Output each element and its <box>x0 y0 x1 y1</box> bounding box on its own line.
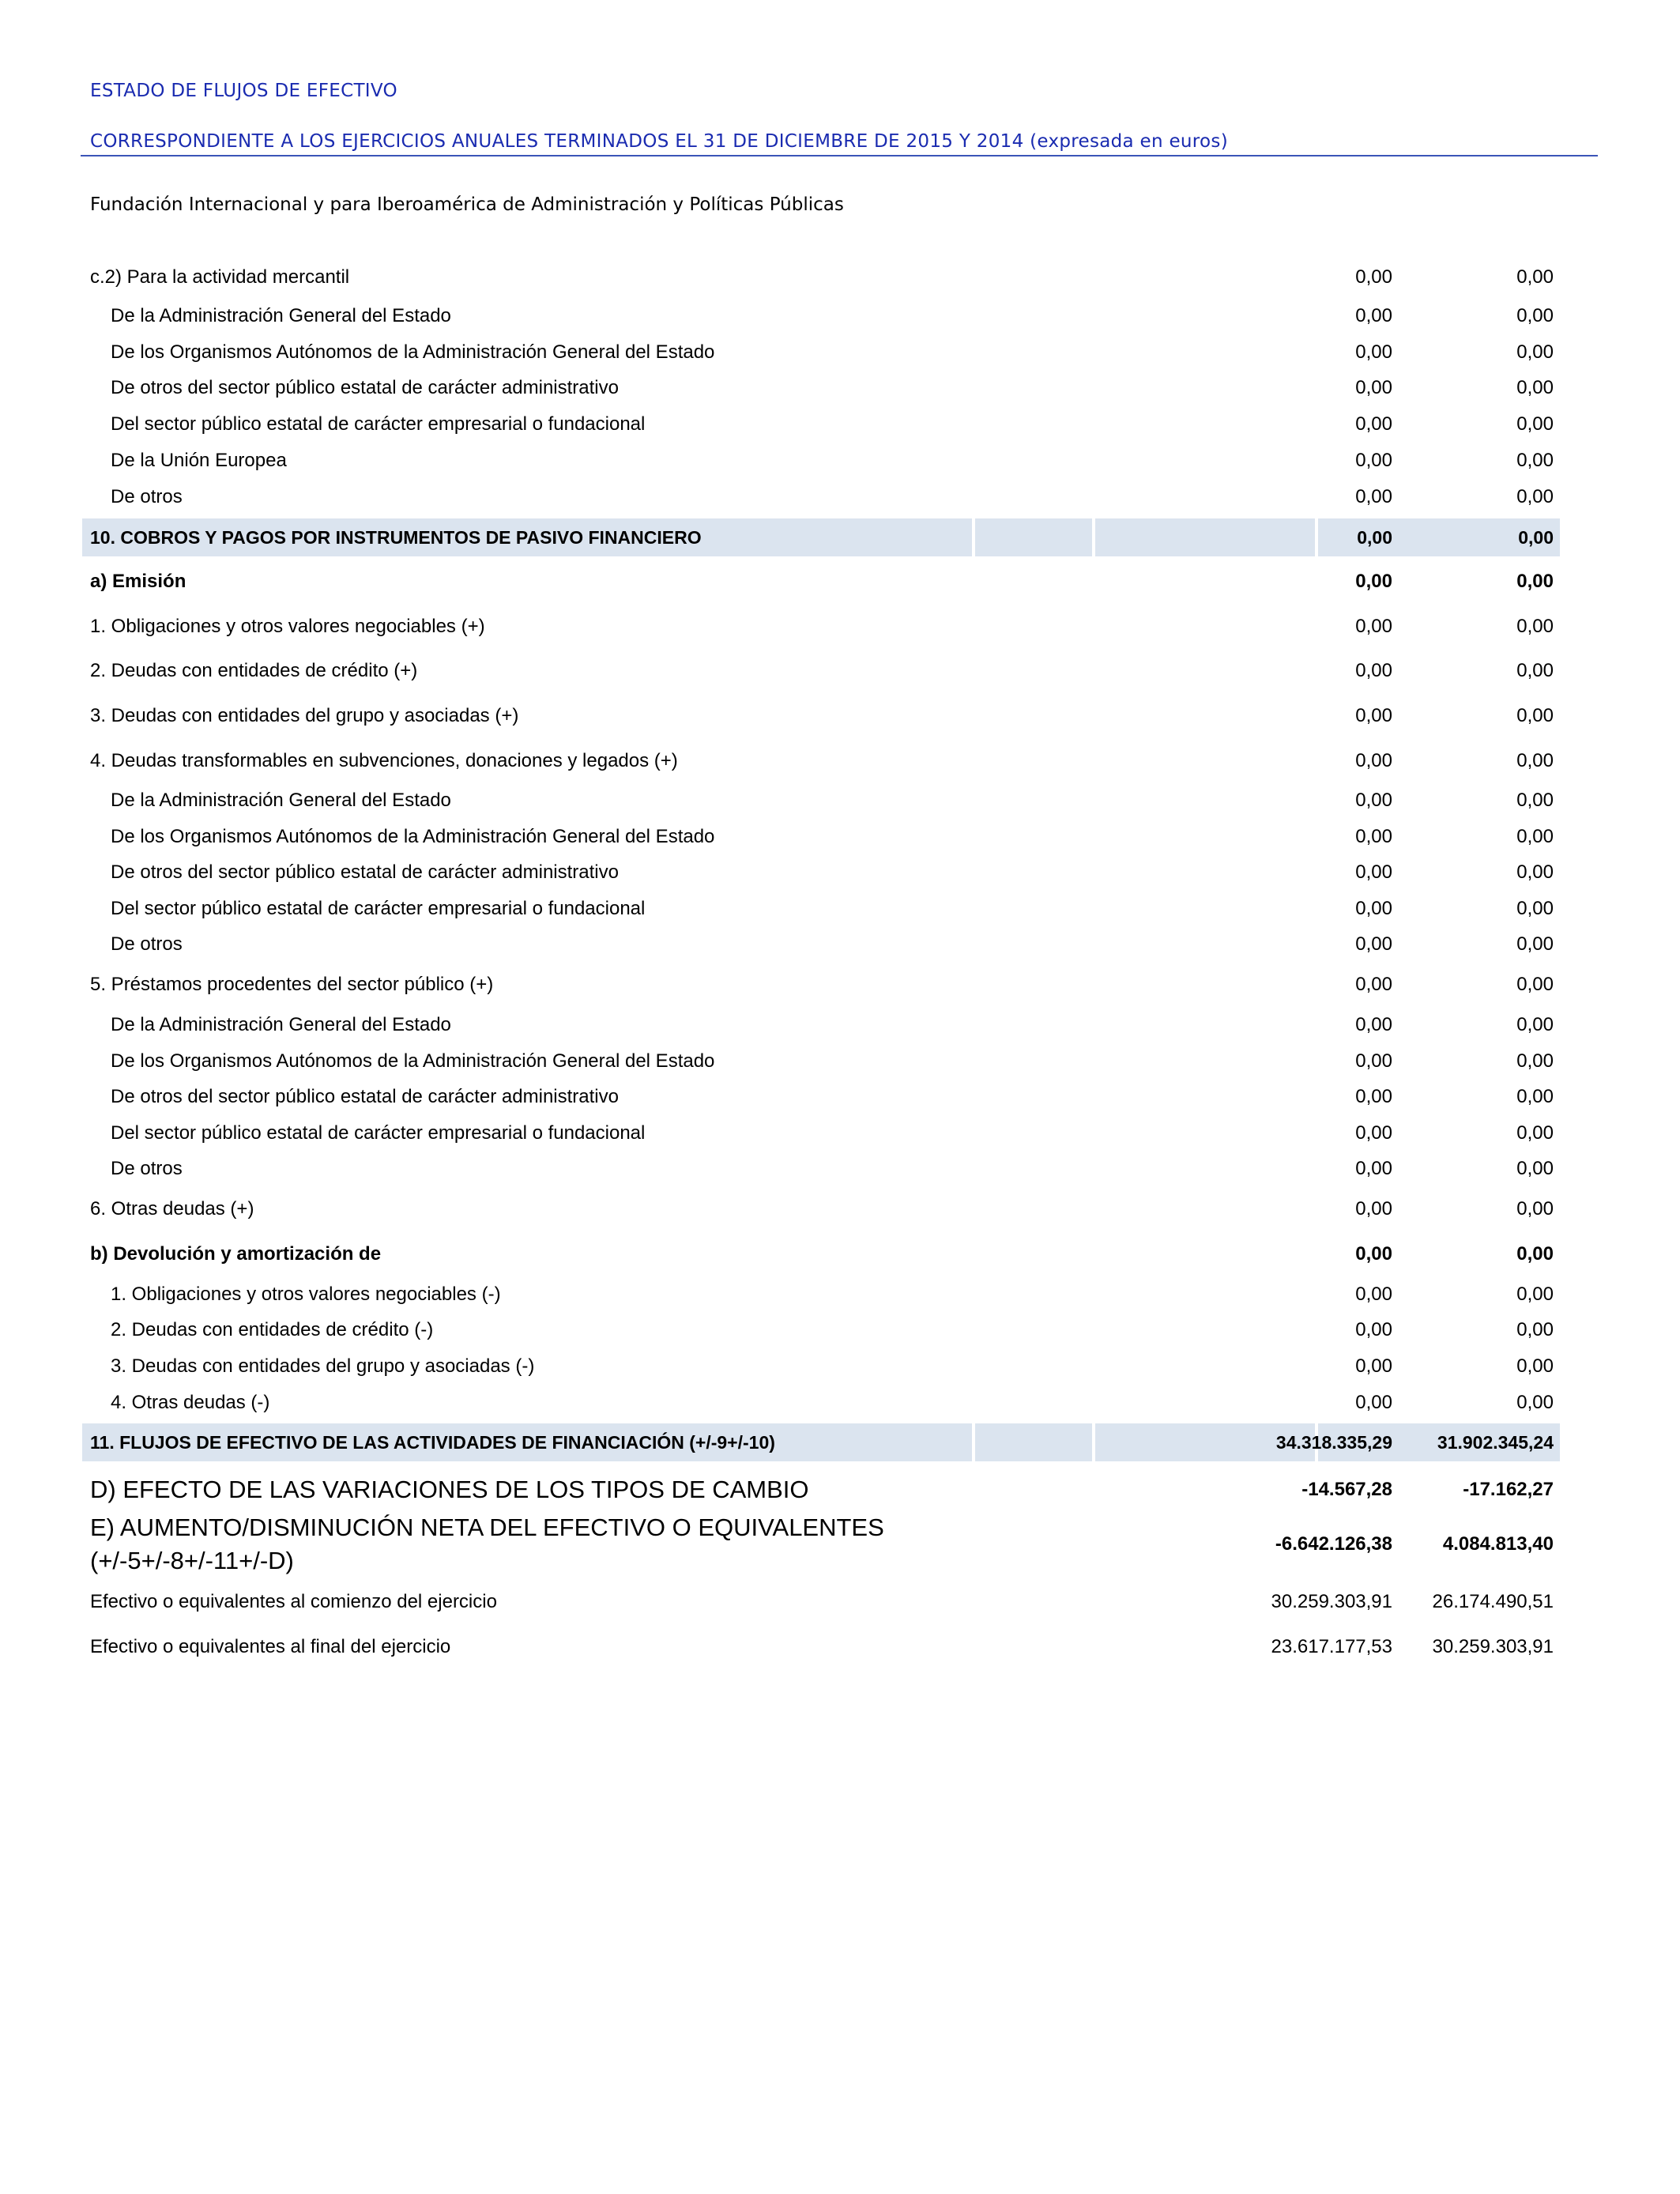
section-10-header-row <box>82 518 1560 556</box>
value-2015: 34.318.335,29 <box>1275 1432 1392 1453</box>
value-2015: 0,00 <box>1355 616 1392 637</box>
row-label: c.2) Para la actividad mercantil <box>90 266 350 288</box>
value-2014: 0,00 <box>1516 305 1554 326</box>
row-label: Del sector público estatal de carácter empresarial o fundacional <box>111 898 646 919</box>
row-label: 1. Obligaciones y otros valores negociables (+) <box>90 616 485 637</box>
value-2015: 0,00 <box>1355 341 1392 363</box>
statement-row <box>82 698 1560 734</box>
row-label: De otros <box>111 1158 183 1179</box>
value-2014: 0,00 <box>1516 1014 1554 1035</box>
value-2014: 0,00 <box>1516 450 1554 471</box>
value-2014: 0,00 <box>1516 660 1554 681</box>
value-2014: 0,00 <box>1516 571 1554 592</box>
statement-row <box>82 1079 1560 1115</box>
statement-row <box>82 1115 1560 1152</box>
row-label: 3. Deudas con entidades del grupo y asociadas (-) <box>111 1355 535 1377</box>
statement-row <box>82 443 1560 479</box>
value-2014: 0,00 <box>1516 705 1554 726</box>
statement-row <box>82 334 1560 371</box>
statement-row <box>82 479 1560 515</box>
row-label: 4. Otras deudas (-) <box>111 1392 270 1413</box>
value-2015: 0,00 <box>1355 898 1392 919</box>
statement-row <box>82 1348 1560 1385</box>
statement-row <box>82 819 1560 855</box>
statement-row <box>82 609 1560 645</box>
statement-row <box>82 1312 1560 1348</box>
statement-row <box>82 1007 1560 1043</box>
value-2015: 0,00 <box>1355 974 1392 995</box>
row-label: De otros del sector público estatal de carácter administrativo <box>111 1086 619 1107</box>
value-2014: -17.162,27 <box>1463 1479 1554 1500</box>
value-2014: 0,00 <box>1516 861 1554 883</box>
value-2014: 0,00 <box>1516 1122 1554 1144</box>
value-2014: 0,00 <box>1516 486 1554 507</box>
shaded-cell <box>975 518 1092 556</box>
value-2015: 0,00 <box>1355 305 1392 326</box>
value-2015: 0,00 <box>1355 1355 1392 1377</box>
shaded-cell <box>1095 518 1315 556</box>
value-2014: 0,00 <box>1516 1050 1554 1072</box>
row-label: D) EFECTO DE LAS VARIACIONES DE LOS TIPOS DE CAMBIO <box>90 1476 809 1503</box>
value-2014: 0,00 <box>1516 898 1554 919</box>
net-change-row <box>82 1511 1560 1578</box>
statement-row <box>82 259 1560 296</box>
shaded-cell <box>975 1423 1092 1461</box>
row-label: 1. Obligaciones y otros valores negociables (-) <box>111 1284 501 1305</box>
statement-row <box>82 891 1560 927</box>
value-2015: -6.642.126,38 <box>1275 1533 1392 1555</box>
value-2015: 0,00 <box>1355 705 1392 726</box>
statement-row <box>82 1043 1560 1080</box>
row-label: 2. Deudas con entidades de crédito (-) <box>111 1319 434 1340</box>
row-label: 4. Deudas transformables en subvenciones, donaciones y legados (+) <box>90 750 678 771</box>
value-2015: 0,00 <box>1357 527 1392 548</box>
value-2014: 0,00 <box>1516 377 1554 398</box>
value-2015: 0,00 <box>1355 750 1392 771</box>
statement-row <box>82 298 1560 334</box>
statement-row <box>82 743 1560 779</box>
value-2014: 0,00 <box>1516 1198 1554 1220</box>
value-2015: 0,00 <box>1355 1086 1392 1107</box>
row-label: b) Devolución y amortización de <box>90 1243 382 1265</box>
row-label: De la Administración General del Estado <box>111 305 451 326</box>
row-label <box>90 1511 884 1578</box>
row-label: De los Organismos Autónomos de la Administración General del Estado <box>111 1050 715 1072</box>
value-2015: 0,00 <box>1355 413 1392 435</box>
value-2014: 0,00 <box>1516 750 1554 771</box>
row-label: De los Organismos Autónomos de la Administración General del Estado <box>111 826 715 847</box>
exchange-rate-effect-row <box>82 1472 1560 1508</box>
statement-row <box>82 406 1560 443</box>
row-label: a) Emisión <box>90 571 186 592</box>
value-2015: 0,00 <box>1355 790 1392 811</box>
entity-name: Fundación Internacional y para Iberoamérica de Administración y Políticas Públicas <box>90 194 844 215</box>
value-2014: 0,00 <box>1516 826 1554 847</box>
value-2014: 0,00 <box>1516 1086 1554 1107</box>
value-2014: 0,00 <box>1516 413 1554 435</box>
row-label: De otros del sector público estatal de carácter administrativo <box>111 377 619 398</box>
value-2014: 0,00 <box>1516 790 1554 811</box>
statement-row <box>82 1385 1560 1421</box>
statement-row <box>82 564 1560 600</box>
row-label: Efectivo o equivalentes al comienzo del ejercicio <box>90 1591 497 1612</box>
statement-row <box>82 854 1560 891</box>
value-2014: 30.259.303,91 <box>1432 1636 1554 1657</box>
value-2015: 0,00 <box>1355 826 1392 847</box>
statement-row <box>82 782 1560 819</box>
value-2014: 0,00 <box>1516 1158 1554 1179</box>
statement-row <box>82 1276 1560 1313</box>
statement-row <box>82 653 1560 689</box>
value-2014: 0,00 <box>1516 616 1554 637</box>
statement-row <box>82 1236 1560 1272</box>
row-label: De otros <box>111 486 183 507</box>
value-2015: 0,00 <box>1355 1198 1392 1220</box>
row-label: 11. FLUJOS DE EFECTIVO DE LAS ACTIVIDADES DE FINANCIACIÓN (+/-9+/-10) <box>90 1432 775 1453</box>
value-2014: 0,00 <box>1516 1319 1554 1340</box>
value-2014: 0,00 <box>1516 1284 1554 1305</box>
value-2014: 0,00 <box>1516 933 1554 955</box>
value-2014: 0,00 <box>1516 341 1554 363</box>
value-2014: 0,00 <box>1516 266 1554 288</box>
value-2015: 0,00 <box>1355 1158 1392 1179</box>
cash-ending-row <box>82 1629 1560 1665</box>
row-label: De la Administración General del Estado <box>111 790 451 811</box>
statement-row <box>82 1151 1560 1187</box>
value-2015: 0,00 <box>1355 1122 1392 1144</box>
value-2015: -14.567,28 <box>1301 1479 1392 1500</box>
value-2015: 0,00 <box>1355 377 1392 398</box>
statement-row <box>82 926 1560 963</box>
row-label: 6. Otras deudas (+) <box>90 1198 254 1220</box>
row-label: Del sector público estatal de carácter empresarial o fundacional <box>111 413 646 435</box>
value-2015: 0,00 <box>1355 933 1392 955</box>
row-label: 5. Préstamos procedentes del sector público (+) <box>90 974 494 995</box>
row-label: Efectivo o equivalentes al final del ejercicio <box>90 1636 451 1657</box>
statement-subtitle: CORRESPONDIENTE A LOS EJERCICIOS ANUALES TERMINADOS EL 31 DE DICIEMBRE DE 2015 Y 2014 (expresada en euros) <box>90 131 1228 152</box>
value-2015: 0,00 <box>1355 571 1392 592</box>
row-label: 2. Deudas con entidades de crédito (+) <box>90 660 418 681</box>
row-label: Del sector público estatal de carácter empresarial o fundacional <box>111 1122 646 1144</box>
value-2015: 0,00 <box>1355 660 1392 681</box>
value-2014: 0,00 <box>1516 1243 1554 1265</box>
value-2015: 0,00 <box>1355 861 1392 883</box>
value-2015: 0,00 <box>1355 1284 1392 1305</box>
value-2015: 0,00 <box>1355 450 1392 471</box>
value-2014: 0,00 <box>1516 1355 1554 1377</box>
statement-title: ESTADO DE FLUJOS DE EFECTIVO <box>90 81 397 101</box>
row-label: 3. Deudas con entidades del grupo y asociadas (+) <box>90 705 519 726</box>
value-2014: 0,00 <box>1516 1392 1554 1413</box>
value-2015: 0,00 <box>1355 1014 1392 1035</box>
value-2015: 0,00 <box>1355 1319 1392 1340</box>
value-2014: 0,00 <box>1518 527 1554 548</box>
value-2015: 0,00 <box>1355 486 1392 507</box>
header-divider <box>81 155 1598 156</box>
row-label: De otros <box>111 933 183 955</box>
value-2014: 4.084.813,40 <box>1442 1533 1554 1555</box>
value-2015: 0,00 <box>1355 1243 1392 1265</box>
row-label: 10. COBROS Y PAGOS POR INSTRUMENTOS DE PASIVO FINANCIERO <box>90 527 702 548</box>
row-label: De la Administración General del Estado <box>111 1014 451 1035</box>
value-2014: 26.174.490,51 <box>1432 1591 1554 1612</box>
value-2015: 23.617.177,53 <box>1271 1636 1392 1657</box>
statement-row <box>82 370 1560 406</box>
section-11-total-row <box>82 1423 1560 1461</box>
value-2015: 0,00 <box>1355 266 1392 288</box>
row-label-line-1: E) AUMENTO/DISMINUCIÓN NETA DEL EFECTIVO O EQUIVALENTES <box>90 1514 884 1541</box>
row-label: De otros del sector público estatal de carácter administrativo <box>111 861 619 883</box>
value-2014: 31.902.345,24 <box>1437 1432 1554 1453</box>
cash-beginning-row <box>82 1584 1560 1620</box>
statement-row <box>82 967 1560 1003</box>
row-label: De los Organismos Autónomos de la Administración General del Estado <box>111 341 715 363</box>
row-label-line-2: (+/-5+/-8+/-11+/-D) <box>90 1547 294 1574</box>
value-2015: 0,00 <box>1355 1050 1392 1072</box>
row-label: De la Unión Europea <box>111 450 287 471</box>
value-2015: 30.259.303,91 <box>1271 1591 1392 1612</box>
statement-row <box>82 1191 1560 1227</box>
value-2015: 0,00 <box>1355 1392 1392 1413</box>
value-2014: 0,00 <box>1516 974 1554 995</box>
